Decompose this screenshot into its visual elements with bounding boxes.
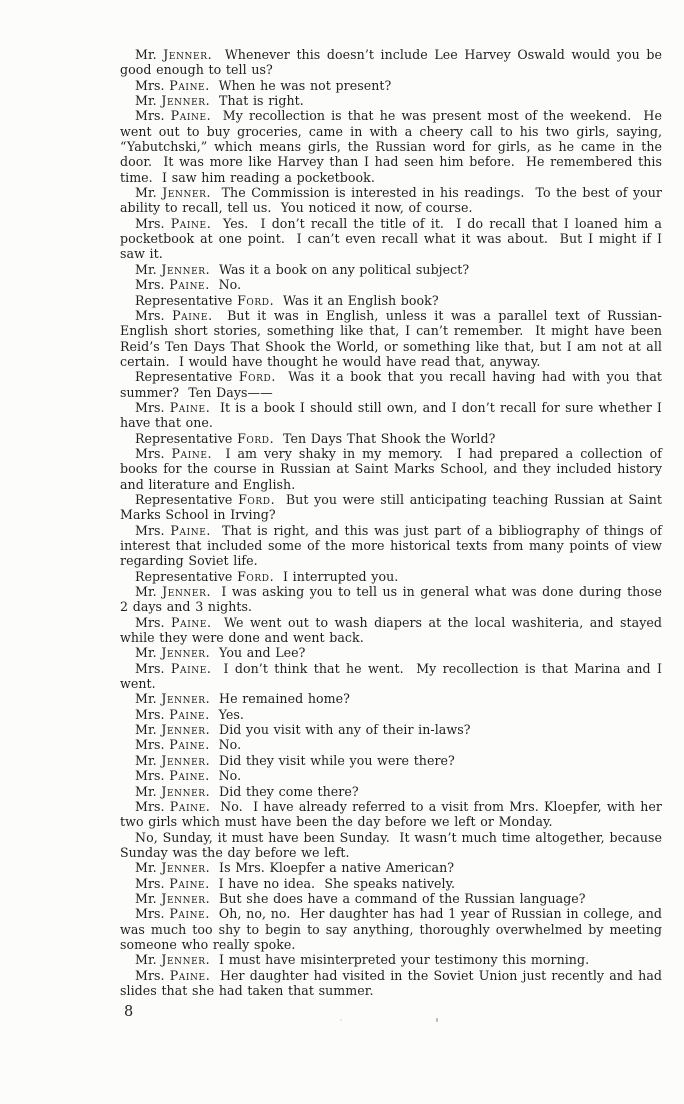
speaker-name: Mrs. Paine. bbox=[135, 277, 219, 293]
speaker-name: Mrs. Paine. bbox=[135, 660, 224, 676]
speaker-surname: Paine bbox=[169, 277, 206, 293]
testimony-paragraph bbox=[120, 952, 662, 967]
paragraph-text: Was it an English book? bbox=[282, 292, 439, 308]
speaker-surname: Paine bbox=[171, 445, 208, 461]
speaker-surname: Jenner bbox=[161, 261, 206, 277]
paragraph-text: Was it a book on any political subject? bbox=[219, 261, 470, 277]
speaker-name: Mr. Jenner. bbox=[135, 783, 220, 799]
paragraph-text: But she does have a command of the Russian language? bbox=[219, 890, 586, 906]
speaker-surname: Jenner bbox=[161, 691, 206, 707]
testimony-paragraph bbox=[120, 78, 662, 93]
paragraph-text: I am very shaky in my memory. I had prepared a collection of books for the course in Russian at Saint Marks School, and they included history and literature and English. bbox=[120, 445, 662, 492]
testimony-paragraph bbox=[120, 737, 662, 752]
testimony-paragraph bbox=[120, 93, 662, 108]
paragraph-text: We went out to wash diapers at the local washiteria, and stayed while they were done and went back. bbox=[120, 614, 662, 646]
paragraph-text: Did they come there? bbox=[219, 783, 359, 799]
testimony-paragraph bbox=[120, 523, 662, 569]
speaker-name: Mrs. Paine. bbox=[135, 614, 225, 630]
testimony-paragraph bbox=[120, 645, 662, 660]
speaker-surname: Jenner bbox=[163, 47, 208, 62]
paragraph-text: He remained home? bbox=[219, 691, 350, 707]
speaker-name: Mrs. Paine. bbox=[135, 906, 219, 922]
scan-speckle bbox=[340, 1019, 342, 1021]
speaker-surname: Jenner bbox=[162, 584, 207, 600]
paragraph-text: I was asking you to tell us in general what was done during those 2 days and 3 nights. bbox=[120, 584, 662, 615]
paragraph-text: It is a book I should still own, and I don’t recall for sure whether I have that one. bbox=[120, 399, 662, 431]
speaker-name: Mrs. Paine. bbox=[135, 737, 219, 753]
testimony-paragraph bbox=[120, 906, 662, 952]
testimony-paragraph bbox=[120, 216, 662, 262]
paragraph-text: I don’t think that he went. My recollection is that Marina and I went. bbox=[120, 660, 662, 692]
paragraph-text: No. I have already referred to a visit from Mrs. Kloepfer, with her two girls which must have been the day before we left or Monday. bbox=[120, 798, 662, 830]
speaker-name: Mrs. Paine. bbox=[135, 445, 226, 461]
paragraph-text: Is Mrs. Kloepfer a native American? bbox=[219, 860, 455, 876]
speaker-name: Mr. Jenner. bbox=[135, 952, 220, 968]
speaker-surname: Paine bbox=[169, 906, 206, 922]
speaker-name: Mrs. Paine. bbox=[135, 706, 219, 722]
speaker-name: Representative Ford. bbox=[135, 292, 283, 308]
speaker-surname: Paine bbox=[170, 522, 207, 538]
speaker-name: Mrs. Paine. bbox=[135, 399, 221, 415]
testimony-paragraph bbox=[120, 308, 662, 369]
testimony-paragraph bbox=[120, 47, 662, 78]
paragraph-text: Was it a book that you recall having had with you that summer? Ten Days—— bbox=[120, 369, 662, 400]
testimony-paragraph bbox=[120, 799, 662, 830]
speaker-surname: Paine bbox=[172, 307, 209, 323]
speaker-surname: Paine bbox=[169, 967, 206, 983]
paragraph-text: Oh, no, no. Her daughter has had 1 year of Russian in college, and was much too shy to begin to say anything, thoroughly overwhelmed by meeting someone who really spoke. bbox=[120, 906, 662, 952]
speaker-surname: Jenner bbox=[161, 722, 206, 738]
paragraph-text: No. bbox=[218, 768, 242, 784]
paragraph-text: No, Sunday, it must have been Sunday. It wasn’t much time altogether, because Sunday was the day before we left. bbox=[120, 829, 662, 860]
speaker-surname: Paine bbox=[171, 614, 208, 630]
speaker-surname: Ford bbox=[237, 568, 270, 584]
paragraph-text: The Commission is interested in his readings. To the best of your ability to recall, tell us. You noticed it now, of course. bbox=[120, 185, 662, 216]
testimony-paragraph bbox=[120, 722, 662, 737]
testimony-paragraph bbox=[120, 400, 662, 431]
speaker-name: Mrs. Paine. bbox=[135, 967, 220, 983]
speaker-surname: Paine bbox=[169, 768, 206, 784]
speaker-name: Mrs. Paine. bbox=[135, 108, 223, 124]
paragraph-text: But it was in English, unless it was a parallel text of Russian-English short stories, something like that, I can’t remember. It might have been Reid’s Ten Days That Shook the World, or something like that, but I am not at all certain. I would have thought he would have read that, anyway. bbox=[120, 307, 662, 369]
paragraph-text: Her daughter had visited in the Soviet Union just recently and had slides that she had taken that summer. bbox=[120, 967, 662, 998]
paragraph-text: When he was not present? bbox=[218, 77, 392, 93]
speaker-name: Mrs. Paine. bbox=[135, 522, 223, 538]
testimony-paragraph bbox=[120, 968, 662, 999]
speaker-surname: Jenner bbox=[161, 645, 206, 661]
testimony-paragraph bbox=[120, 108, 662, 185]
speaker-surname: Paine bbox=[169, 706, 206, 722]
speaker-surname: Jenner bbox=[161, 752, 206, 768]
paragraph-text: Ten Days That Shook the World? bbox=[282, 430, 496, 446]
paragraph-text: I have no idea. She speaks natively. bbox=[218, 875, 456, 891]
testimony-paragraph bbox=[120, 431, 662, 446]
paragraph-text: Did you visit with any of their in-laws? bbox=[219, 722, 471, 738]
speaker-surname: Jenner bbox=[161, 783, 206, 799]
paragraph-text: Did they visit while you were there? bbox=[219, 752, 455, 768]
speaker-surname: Paine bbox=[170, 215, 207, 231]
speaker-name: Mrs. Paine. bbox=[135, 215, 223, 231]
testimony-paragraph bbox=[120, 584, 662, 615]
testimony-paragraph bbox=[120, 446, 662, 492]
speaker-surname: Ford bbox=[237, 292, 270, 308]
speaker-surname: Jenner bbox=[162, 185, 207, 201]
speaker-name: Mrs. Paine. bbox=[135, 875, 219, 891]
speaker-name: Mr. Jenner. bbox=[135, 185, 222, 201]
speaker-name: Mr. Jenner. bbox=[135, 47, 225, 62]
testimony-paragraph bbox=[120, 753, 662, 768]
paragraph-text: My recollection is that he was present most of the weekend. He went out to buy groceries, came in with a cheery call to his two girls, saying, “Yabutchski,” which means girls, the Russian word for girls, as he came in the door. It was more like Harvey than I had seen him before. He remembered this time. I saw him reading a pocketbook. bbox=[120, 108, 662, 185]
speaker-surname: Jenner bbox=[161, 860, 206, 876]
testimony-paragraph bbox=[120, 768, 662, 783]
testimony-paragraph bbox=[120, 277, 662, 292]
testimony-paragraph bbox=[120, 830, 662, 861]
paragraph-text: Whenever this doesn’t include Lee Harvey Oswald would you be good enough to tell us? bbox=[120, 47, 662, 78]
testimony-paragraph bbox=[120, 293, 662, 308]
speaker-name: Mrs. Paine. bbox=[135, 768, 219, 784]
testimony-paragraph bbox=[120, 492, 662, 523]
speaker-surname: Paine bbox=[169, 798, 206, 814]
paragraph-text: I interrupted you. bbox=[282, 568, 399, 584]
speaker-name: Representative Ford. bbox=[135, 568, 283, 584]
speaker-name: Mr. Jenner. bbox=[135, 645, 220, 661]
speaker-name: Mrs. Paine. bbox=[135, 307, 228, 323]
speaker-surname: Jenner bbox=[161, 93, 206, 109]
speaker-name: Mrs. Paine. bbox=[135, 798, 221, 814]
speaker-surname: Paine bbox=[169, 737, 206, 753]
testimony-paragraph bbox=[120, 185, 662, 216]
paragraph-text: Yes. bbox=[218, 706, 244, 722]
paragraph-text: You and Lee? bbox=[219, 645, 306, 661]
speaker-surname: Paine bbox=[169, 399, 206, 415]
scan-speckle bbox=[436, 1018, 438, 1022]
speaker-name: Representative Ford. bbox=[135, 430, 283, 446]
testimony-paragraph bbox=[120, 784, 662, 799]
speaker-surname: Paine bbox=[170, 660, 207, 676]
speaker-surname: Jenner bbox=[161, 890, 206, 906]
testimony-paragraph bbox=[120, 569, 662, 584]
speaker-name: Mr. Jenner. bbox=[135, 860, 220, 876]
speaker-name: Mr. Jenner. bbox=[135, 752, 220, 768]
testimony-text-block bbox=[120, 47, 662, 998]
speaker-surname: Ford bbox=[238, 491, 271, 507]
paragraph-text: Yes. I don’t recall the title of it. I do recall that I loaned him a pocketbook at one point. I can’t even recall what it was about. But I might if I saw it. bbox=[120, 215, 662, 262]
speaker-name: Mr. Jenner. bbox=[135, 890, 220, 906]
speaker-name: Mr. Jenner. bbox=[135, 584, 222, 600]
testimony-paragraph bbox=[120, 891, 662, 906]
testimony-paragraph bbox=[120, 876, 662, 891]
speaker-surname: Paine bbox=[170, 108, 207, 124]
testimony-paragraph bbox=[120, 369, 662, 400]
paragraph-text: That is right. bbox=[219, 93, 304, 109]
speaker-name: Mr. Jenner. bbox=[135, 722, 220, 738]
testimony-paragraph bbox=[120, 615, 662, 646]
paragraph-text: But you were still anticipating teaching Russian at Saint Marks School in Irving? bbox=[120, 491, 662, 523]
speaker-surname: Ford bbox=[238, 369, 272, 385]
paragraph-text: No. bbox=[218, 277, 242, 293]
testimony-paragraph bbox=[120, 691, 662, 706]
testimony-paragraph bbox=[120, 262, 662, 277]
speaker-name: Representative Ford. bbox=[135, 369, 289, 385]
speaker-surname: Paine bbox=[169, 77, 206, 93]
speaker-surname: Paine bbox=[169, 875, 206, 891]
speaker-name: Mr. Jenner. bbox=[135, 93, 220, 109]
speaker-surname: Ford bbox=[237, 430, 270, 446]
paragraph-text: I must have misinterpreted your testimony this morning. bbox=[219, 952, 590, 968]
testimony-paragraph bbox=[120, 707, 662, 722]
speaker-name: Mrs. Paine. bbox=[135, 77, 219, 93]
paragraph-text: That is right, and this was just part of a bibliography of things of interest that included some of the more historical texts from many points of view regarding Soviet life. bbox=[120, 522, 662, 569]
speaker-surname: Jenner bbox=[161, 952, 206, 968]
speaker-name: Representative Ford. bbox=[135, 491, 286, 507]
testimony-paragraph bbox=[120, 860, 662, 875]
speaker-name: Mr. Jenner. bbox=[135, 261, 220, 277]
speaker-name: Mr. Jenner. bbox=[135, 691, 220, 707]
page-number: 8 bbox=[124, 1004, 134, 1020]
paragraph-text: No. bbox=[218, 737, 242, 753]
testimony-paragraph bbox=[120, 661, 662, 692]
